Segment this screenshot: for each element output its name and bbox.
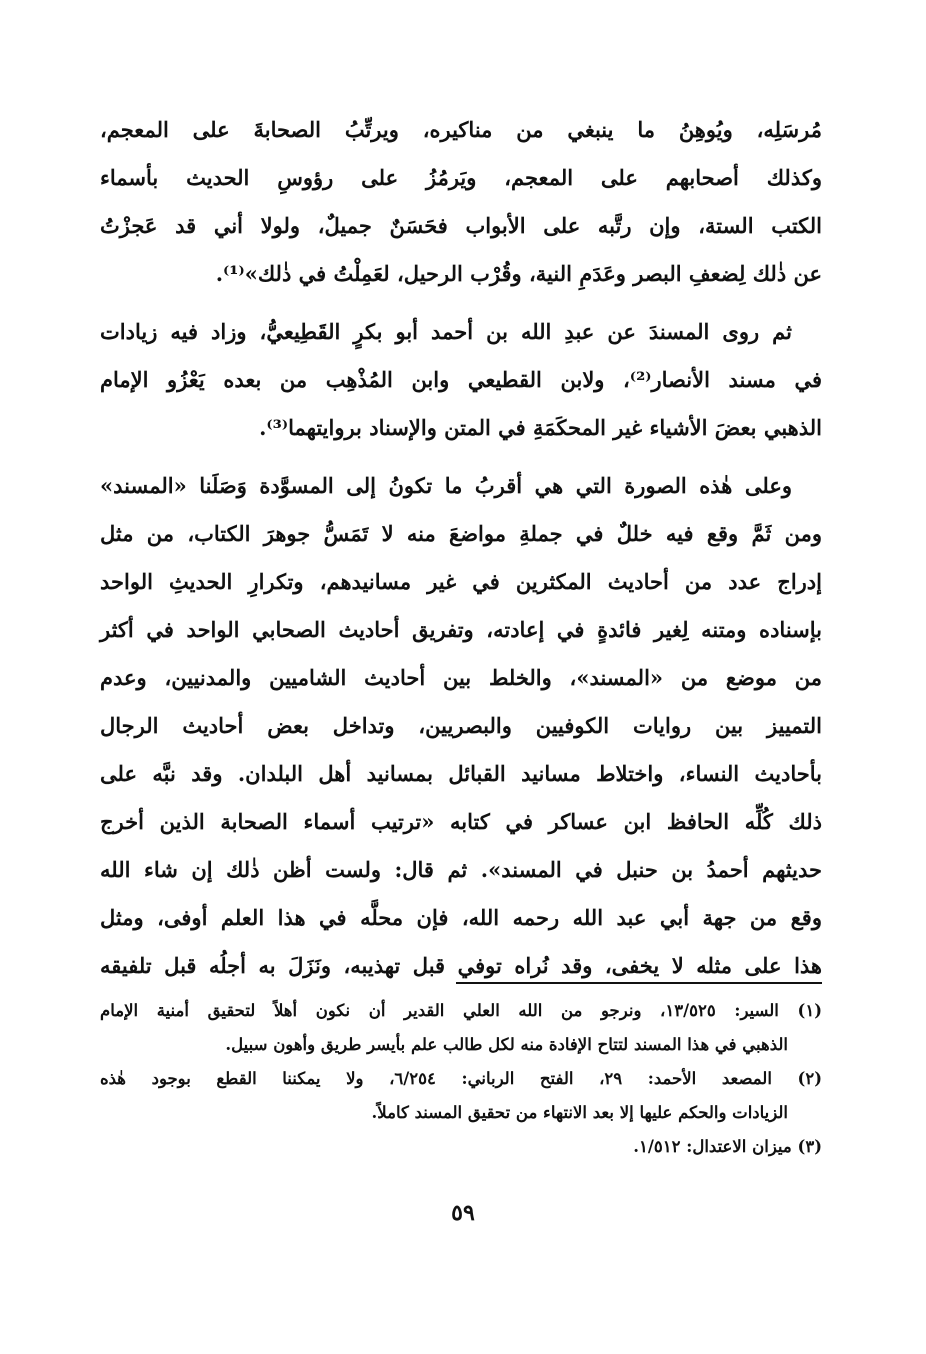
footnote-2 — [100, 1062, 822, 1130]
text-line: وقع من جهة أبي عبد الله رحمه الله، فإن محلَّه في هذا العلم أوفى، ومثل — [100, 905, 822, 930]
text-line: وعلى هٰذه الصورة التي هي أقربُ ما تكونُ إلى المسوَّدة وَصَلَنا «المسند» — [100, 473, 792, 498]
text-line: في مسند الأنصار⁽²⁾، ولابن القطيعي وابن المُذْهِب من بعده يَعْزُو الإمام — [100, 367, 822, 392]
footnote-1 — [100, 994, 822, 1062]
page-number: ٥٩ — [451, 1200, 475, 1226]
text-line: ثم روى المسندَ عن عبدِ الله بن أحمد أبو بكرٍ القَطِيعيُّ، وزاد فيه زيادات — [100, 319, 792, 344]
text-line: ذلك كُلِّه الحافظ ابن عساكر في كتابه «ترتيب أسماء الصحابة الذين أخرج — [100, 809, 822, 834]
paragraph-2 — [100, 308, 822, 452]
text-line: عن ذٰلك لِضعفِ البصر وعَدَمِ النية، وقُرْب الرحيل، لعَمِلْتُ في ذٰلك»⁽¹⁾. — [215, 261, 822, 286]
text-line: بأحاديث النساء، واختلاط مسانيد القبائل بمسانيد أهل البلدان. وقد نبَّه على — [100, 761, 822, 786]
footnotes — [100, 994, 822, 1164]
text-line: بإسناده ومتنه لِغير فائدةٍ في إعادته، وتفريق أحاديث الصحابي الواحد في أكثر — [100, 617, 822, 642]
text-line: إدراج عدد من أحاديث المكثرين في غير مسانيدهم، وتكرارِ الحديثِ الواحد — [100, 569, 822, 594]
text-line: من موضع من «المسند»، والخلط بين أحاديث الشاميين والمدنيين، وعدم — [100, 665, 822, 690]
footnote-separator — [456, 982, 822, 984]
text-line: الذهبي بعضَ الأشياء غير المحكَمَةِ في المتن والإسناد بروايتهما⁽³⁾. — [259, 415, 822, 440]
text-line: التمييز بين روايات الكوفيين والبصريين، وتداخل بعض أحاديث الرجال — [100, 713, 822, 738]
paragraph-1 — [100, 106, 822, 298]
main-text — [100, 106, 822, 990]
footnote-line: الذهبي في هذا المسند لتتاح الإفادة منه لكل طالب علم بأيسر طريق وأهون سبيل. — [225, 1035, 788, 1054]
footnote-line: (٣) ميزان الاعتدال: ١/٥١٢. — [633, 1137, 822, 1156]
text-line: الكتب الستة، وإن رتَّبه على الأبواب فحَسَنٌ جميلٌ، ولولا أني قد عَجزْتُ — [100, 213, 822, 238]
footnote-line: الزيادات والحكم عليها إلا بعد الانتهاء من تحقيق المسند كاملاً. — [371, 1103, 788, 1122]
footnote-3 — [100, 1130, 822, 1164]
paragraph-3 — [100, 462, 822, 990]
text-line: مُرسَلِه، ويُوهِنُ ما ينبغي من مناكيره، ويرتِّبُ الصحابةَ على المعجم، — [100, 117, 822, 142]
text-line: وكذلك أصحابهم على المعجم، ويَرمُزُ على رؤوسِ الحديث بأسماء — [100, 165, 822, 190]
text-line: ومن ثَمَّ وقع فيه خللٌ في جملةِ مواضعَ منه لا تَمَسُّ جوهرَ الكتاب، من مثل — [100, 521, 822, 546]
text-line: هذا على مثله لا يخفى، وقد نُراه توفي قبل تهذيبه، ونَزَلَ به أجلُه قبل تلفيقه — [100, 953, 822, 978]
text-line: حديثهم أحمدُ بن حنبل في المسند». ثم قال: ولست أظن ذٰلك إن شاء الله — [100, 857, 822, 882]
footnote-line: (١) السير: ١٣/٥٢٥، ونرجو من الله العلي القدير أن نكون أهلاً لتحقيق أمنية الإمام — [100, 1001, 822, 1020]
footnote-line: (٢) المصعد الأحمد: ٢٩، الفتح الرباني: ٦/٢٥٤، ولا يمكننا القطع بوجود هٰذه — [100, 1069, 823, 1088]
